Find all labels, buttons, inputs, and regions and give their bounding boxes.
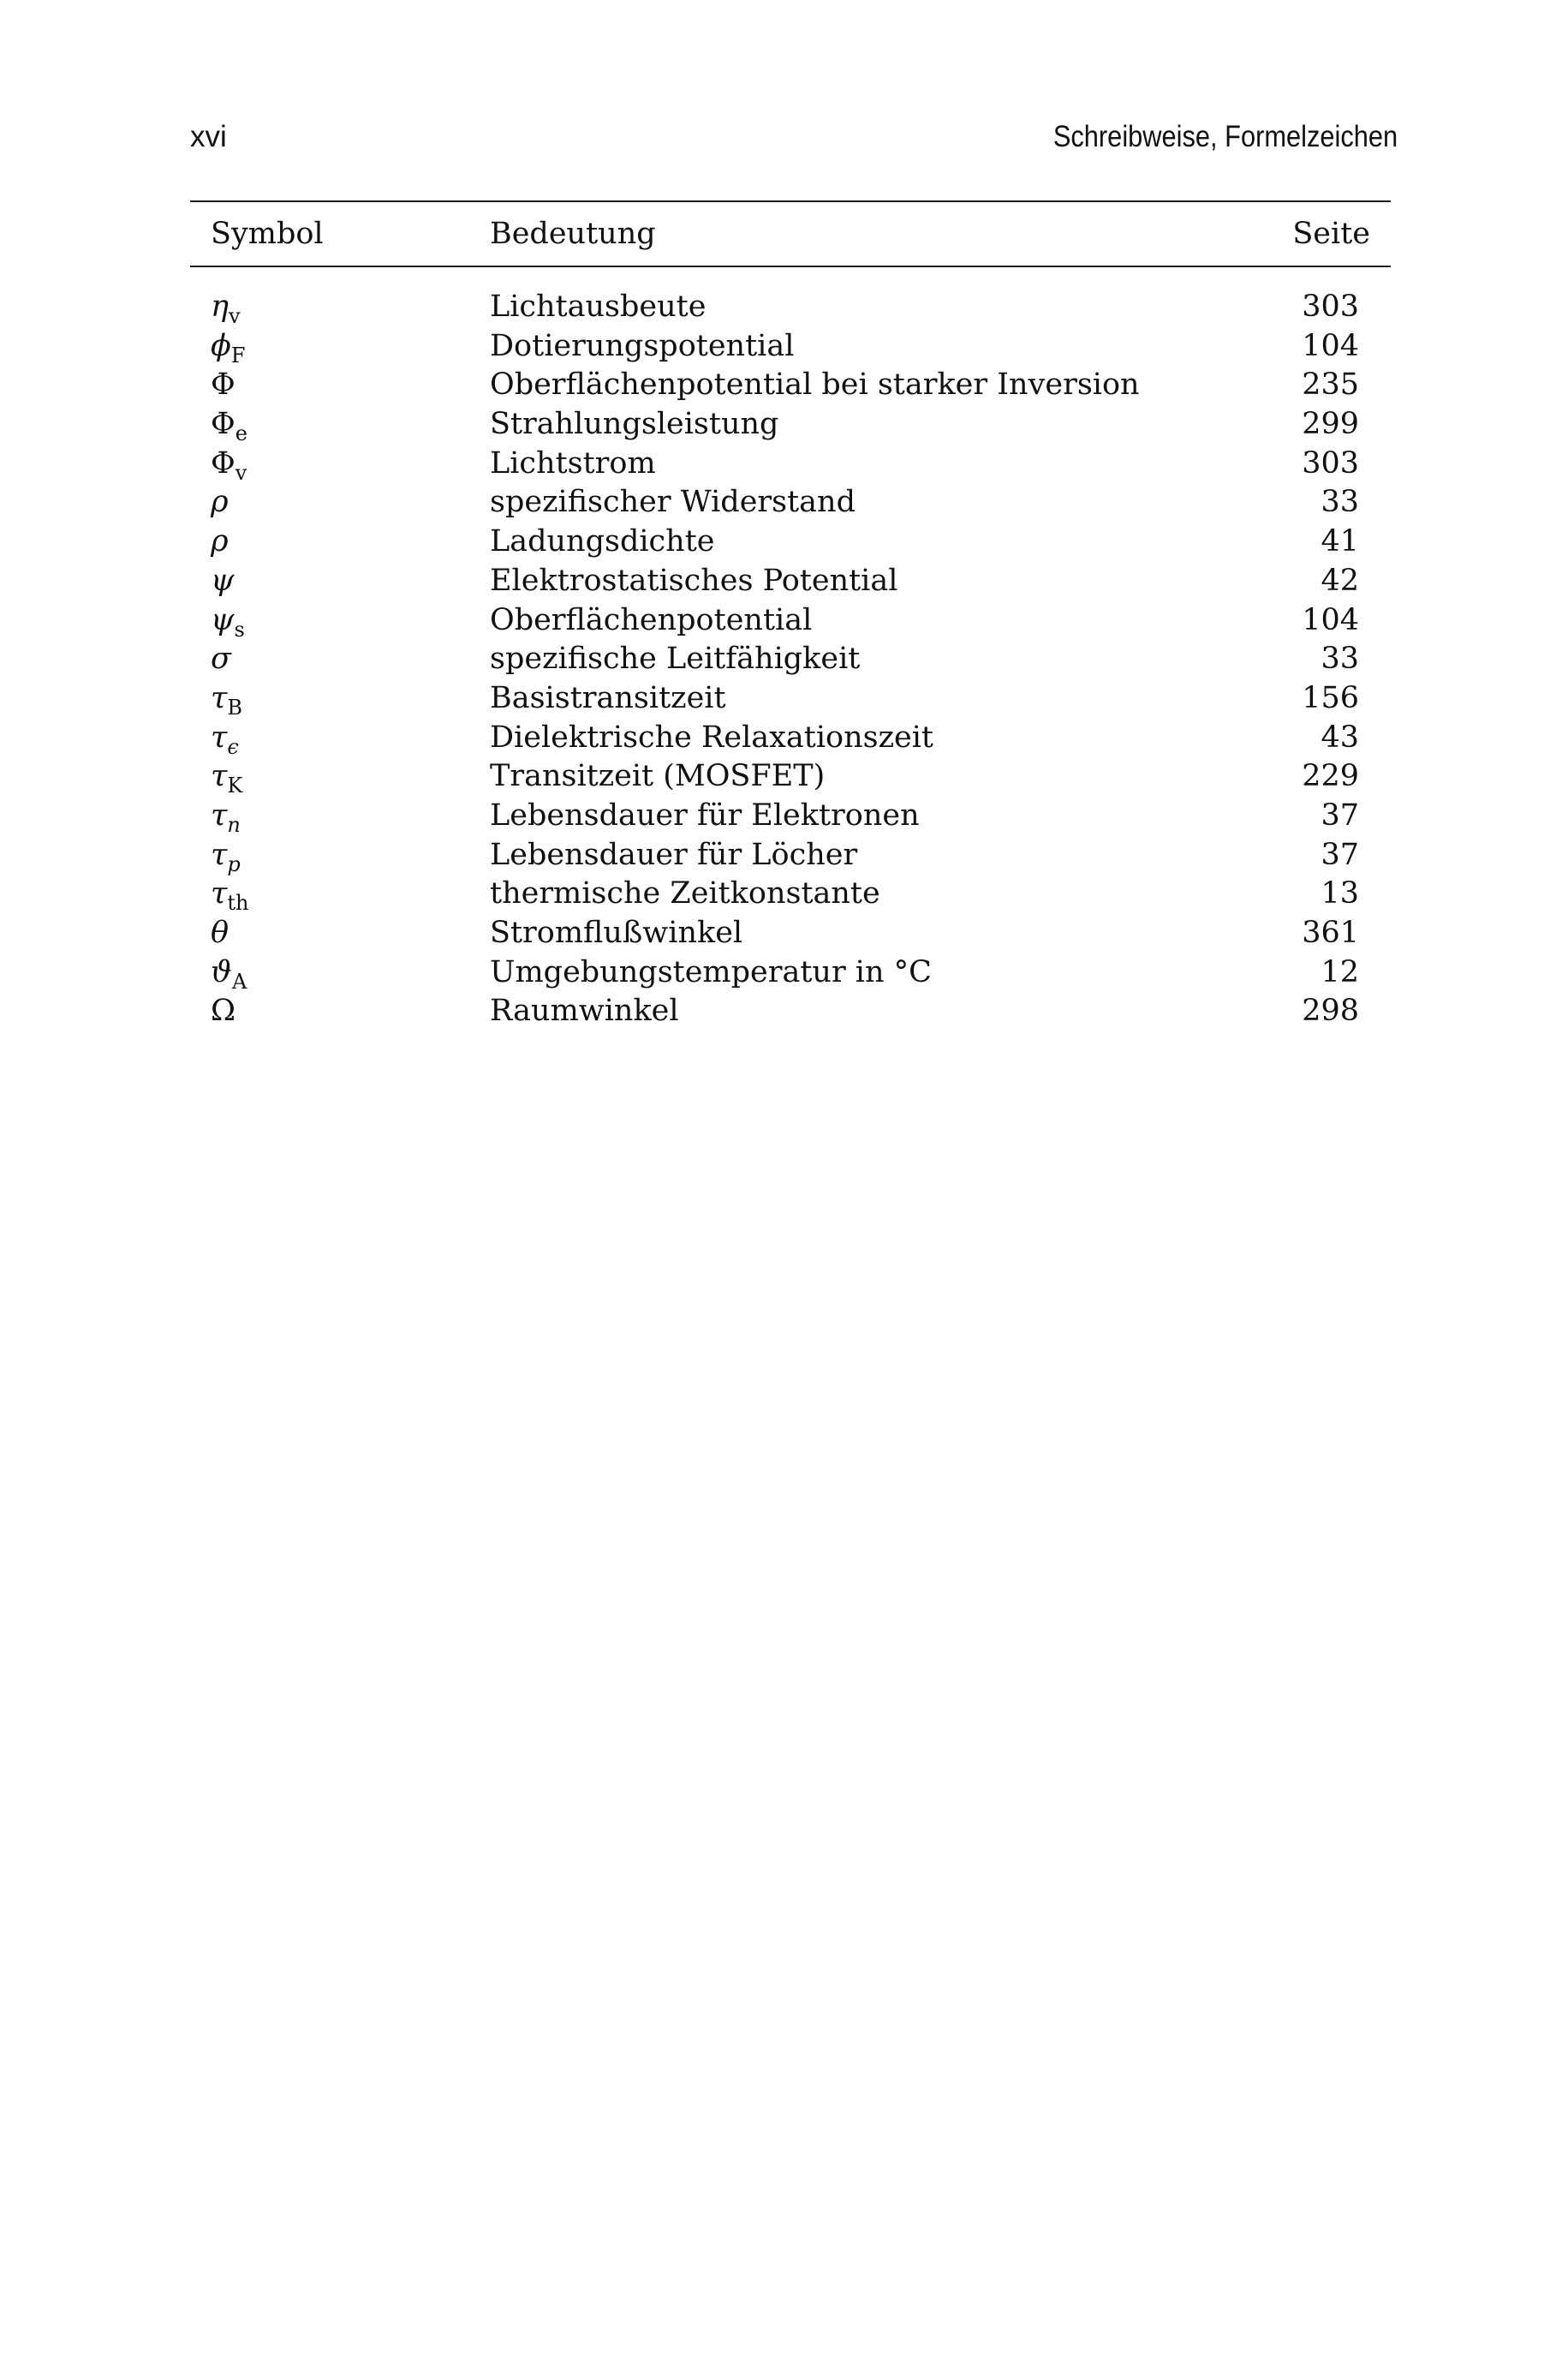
row-page: 42 bbox=[1321, 563, 1359, 598]
symbol-letter: Φ bbox=[211, 407, 235, 442]
row-meaning: Stromflußwinkel bbox=[490, 916, 743, 950]
symbol-letter: ρ bbox=[211, 524, 229, 559]
row-meaning: Lebensdauer für Elektronen bbox=[490, 798, 920, 833]
table-row bbox=[190, 327, 1391, 367]
symbol-letter: τ bbox=[211, 837, 228, 872]
symbol-letter: ψ bbox=[211, 563, 235, 598]
running-head bbox=[190, 111, 1398, 163]
symbol-letter: ρ bbox=[211, 485, 229, 520]
symbol-letter: σ bbox=[211, 642, 231, 677]
row-meaning: Strahlungsleistung bbox=[490, 407, 779, 442]
symbol-letter: τ bbox=[211, 876, 228, 911]
symbol-letter: θ bbox=[211, 916, 230, 950]
table-row bbox=[190, 288, 1391, 327]
row-meaning: Elektrostatisches Potential bbox=[490, 563, 898, 598]
table-row bbox=[190, 562, 1391, 601]
row-symbol bbox=[211, 366, 235, 405]
row-page: 303 bbox=[1302, 445, 1359, 481]
symbol-subscript: F bbox=[230, 343, 246, 367]
row-meaning: Ladungsdichte bbox=[490, 524, 715, 559]
symbol-letter: τ bbox=[211, 759, 228, 794]
row-meaning: Oberflächenpotential bei starker Inversion bbox=[490, 367, 1140, 403]
header-symbol: Symbol bbox=[211, 217, 324, 251]
row-page: 298 bbox=[1302, 994, 1359, 1029]
row-meaning: Lebensdauer für Löcher bbox=[490, 837, 858, 872]
symbol-letter: τ bbox=[211, 720, 228, 755]
symbol-letter: τ bbox=[211, 798, 228, 833]
row-page: 229 bbox=[1302, 759, 1359, 794]
row-meaning: Dotierungspotential bbox=[490, 328, 795, 363]
symbol-subscript: K bbox=[227, 774, 243, 798]
row-page: 43 bbox=[1321, 720, 1359, 755]
row-symbol bbox=[211, 640, 231, 679]
row-meaning: Transitzeit (MOSFET) bbox=[490, 759, 826, 794]
header-page: Seite bbox=[1292, 217, 1370, 251]
table-row bbox=[190, 914, 1391, 953]
table-row bbox=[190, 366, 1391, 405]
row-page: 37 bbox=[1321, 837, 1359, 872]
row-page: 104 bbox=[1302, 328, 1359, 363]
table-row bbox=[190, 483, 1391, 523]
row-meaning: Oberflächenpotential bbox=[490, 602, 813, 637]
symbol-letter: ϑ bbox=[211, 954, 233, 989]
row-meaning: Basistransitzeit bbox=[490, 680, 726, 715]
row-page: 303 bbox=[1302, 290, 1359, 324]
symbol-letter: Φ bbox=[211, 445, 235, 481]
table-body bbox=[190, 267, 1391, 1031]
row-page: 37 bbox=[1321, 798, 1359, 833]
header-meaning: Bedeutung bbox=[490, 217, 656, 251]
symbol-subscript: A bbox=[232, 969, 247, 994]
row-page: 104 bbox=[1302, 602, 1359, 637]
table-row bbox=[190, 405, 1391, 445]
symbol-subscript: p bbox=[227, 851, 241, 876]
symbol-subscript: n bbox=[227, 812, 241, 837]
table-row bbox=[190, 679, 1391, 719]
table-row bbox=[190, 992, 1391, 1031]
table-row bbox=[190, 523, 1391, 562]
symbol-subscript: ϵ bbox=[227, 734, 239, 759]
row-page: 299 bbox=[1302, 407, 1359, 442]
row-page: 12 bbox=[1321, 954, 1359, 989]
row-meaning: spezifischer Widerstand bbox=[490, 485, 856, 520]
symbol-letter: ψ bbox=[211, 602, 235, 637]
symbol-subscript: v bbox=[235, 460, 247, 485]
row-meaning: Raumwinkel bbox=[490, 994, 679, 1029]
table-row bbox=[190, 797, 1391, 836]
symbol-letter: ϕ bbox=[211, 328, 231, 363]
row-page: 13 bbox=[1321, 876, 1359, 911]
table-row bbox=[190, 875, 1391, 914]
row-page: 235 bbox=[1302, 367, 1359, 403]
section-title: Schreibweise, Formelzeichen bbox=[1052, 120, 1398, 153]
row-symbol bbox=[211, 914, 229, 953]
symbol-letter: τ bbox=[211, 680, 228, 715]
row-page: 33 bbox=[1321, 642, 1359, 677]
row-meaning: spezifische Leitfähigkeit bbox=[490, 642, 861, 677]
table-row bbox=[190, 836, 1391, 875]
symbol-subscript: v bbox=[228, 304, 241, 328]
symbol-subscript: s bbox=[234, 617, 245, 642]
row-page: 41 bbox=[1321, 524, 1359, 559]
symbol-subscript: th bbox=[227, 891, 249, 916]
table-row bbox=[190, 719, 1391, 758]
table-row bbox=[190, 953, 1391, 993]
symbol-letter: η bbox=[211, 290, 229, 324]
symbol-table bbox=[190, 200, 1391, 1031]
page-number: xvi bbox=[190, 120, 227, 153]
table-header bbox=[190, 202, 1391, 266]
table-row bbox=[190, 601, 1391, 641]
row-meaning: Dielektrische Relaxationszeit bbox=[490, 720, 933, 755]
row-symbol bbox=[211, 483, 229, 523]
row-page: 33 bbox=[1321, 485, 1359, 520]
table-row bbox=[190, 640, 1391, 679]
symbol-letter: Ω bbox=[211, 994, 236, 1029]
table-row bbox=[190, 757, 1391, 797]
symbol-subscript: B bbox=[227, 695, 243, 720]
table-row bbox=[190, 445, 1391, 484]
row-symbol bbox=[211, 992, 235, 1031]
symbol-letter: Φ bbox=[211, 367, 235, 403]
symbol-subscript: e bbox=[235, 421, 247, 446]
row-meaning: Lichtstrom bbox=[490, 445, 656, 481]
row-meaning: Lichtausbeute bbox=[490, 290, 706, 324]
row-symbol bbox=[211, 562, 234, 601]
row-page: 361 bbox=[1302, 916, 1359, 950]
row-meaning: thermische Zeitkonstante bbox=[490, 876, 880, 911]
row-meaning: Umgebungstemperatur in °C bbox=[490, 954, 932, 989]
row-page: 156 bbox=[1302, 680, 1359, 715]
row-symbol bbox=[211, 523, 229, 562]
